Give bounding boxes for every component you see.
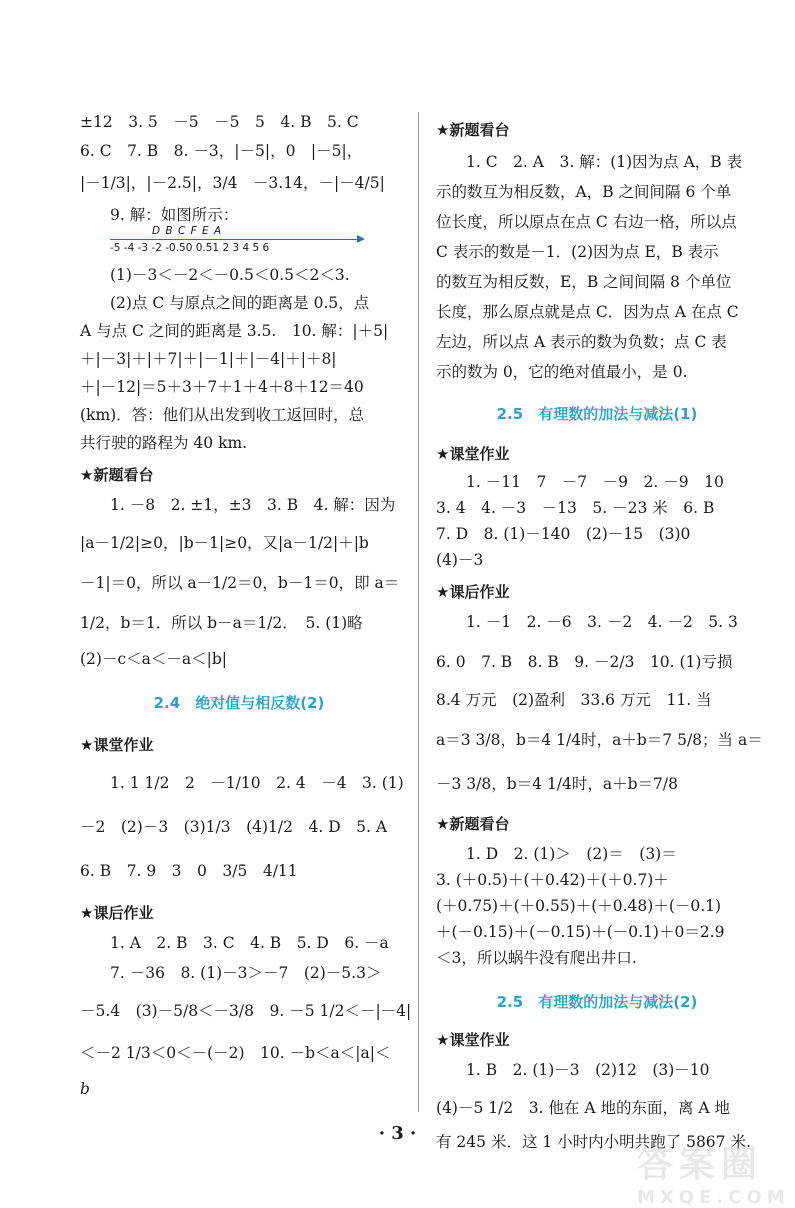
number-line-axis [110, 239, 360, 240]
answer-line: 1. －1 2. －6 3. －2 4. －2 5. 3 [466, 613, 738, 631]
answer-line: (4)－3 [436, 551, 484, 569]
heading-class-work: ★课堂作业 [436, 445, 510, 463]
page-number: · 3 · [378, 1123, 417, 1144]
heading-class-work: ★课堂作业 [80, 736, 154, 754]
heading-new-problems-2: ★新题看台 [436, 815, 510, 833]
answer-line: 1. D 2. (1)＞ (2)＝ (3)＝ [466, 845, 677, 863]
answer-line: 8.4 万元 (2)盈利 33.6 万元 11. 当 [436, 691, 712, 709]
answer-line: 3. 4 4. －3 －13 5. －23 米 6. B [436, 499, 715, 517]
watermark-url: MXQE.COM [637, 1187, 790, 1208]
section-title-2-5-1: 2.5 有理数的加法与减法(1) [496, 405, 698, 423]
answer-line: －3 3/8，b＝4 1/4时，a＋b＝7/8 [436, 775, 678, 793]
answer-line: (4)－5 1/2 3. 他在 A 地的东面，离 A 地 [436, 1099, 731, 1117]
answer-line: ＋(－0.15)＋(－0.15)＋(－0.1)＋0＝2.9 [436, 923, 725, 941]
answer-line: ＜－2 1/3＜0＜－(－2) 10. －b＜a＜|a|＜ [80, 1044, 391, 1062]
answer-line: (km)．答：他们从出发到收工返回时，总 [80, 406, 365, 424]
answer-line: 长度，那么原点就是点 C．因为点 A 在点 C [436, 303, 739, 321]
answer-line: (2)点 C 与原点之间的距离是 0.5，点 [110, 294, 370, 312]
heading-class-work-2: ★课堂作业 [436, 1031, 510, 1049]
arrow-right-icon [357, 235, 365, 243]
answer-line: |a－1/2|≥0，|b－1|≥0，又|a－1/2|＋|b [80, 534, 369, 552]
section-title-2-4: 2.4 绝对值与相反数(2) [153, 694, 325, 712]
answer-line: 有 245 米．这 1 小时内小明共跑了 5867 米. [436, 1133, 751, 1151]
answer-line: b [80, 1080, 90, 1098]
watermark-logo [637, 1136, 790, 1208]
answer-line: －1|＝0，所以 a－1/2＝0，b－1＝0，即 a＝ [80, 574, 400, 592]
heading-new-problems: ★新题看台 [436, 121, 510, 139]
answer-line: |－1/3|，|－2.5|，3/4 －3.14，－|－4/5| [80, 174, 385, 192]
answer-line: －5.4 (3)－5/8＜－3/8 9. －5 1/2＜－|－4| [80, 1002, 412, 1020]
answer-line: ±12 3. 5 －5 －5 5 4. B 5. C [80, 113, 359, 131]
answer-line: 7. D 8. (1)－140 (2)－15 (3)0 [436, 525, 691, 543]
answer-line: 位长度，所以原点在点 C 右边一格，所以点 [436, 213, 737, 231]
answer-line: 9. 解：如图所示： [110, 206, 239, 224]
answer-line: 1. B 2. (1)－3 (2)12 (3)－10 [466, 1061, 710, 1079]
heading-new-problems: ★新题看台 [80, 466, 154, 484]
answer-line: 1/2，b＝1．所以 b－a＝1/2． 5. (1)略 [80, 614, 363, 632]
answer-line: 1. 1 1/2 2 －1/10 2. 4 －4 3. (1) [110, 774, 404, 792]
answer-line: 1. A 2. B 3. C 4. B 5. D 6. －a [110, 934, 389, 952]
watermark-text: 答案圈 [637, 1144, 764, 1185]
answer-line: 1. C 2. A 3. 解：(1)因为点 A，B 表 [466, 153, 743, 171]
heading-after-class-work: ★课后作业 [436, 583, 510, 601]
answer-line: A 与点 C 之间的距离是 3.5. 10. 解：|＋5| [80, 322, 389, 340]
answer-line: 3. (＋0.5)＋(＋0.42)＋(＋0.7)＋ [436, 871, 669, 889]
answer-line: －2 (2)－3 (3)1/3 (4)1/2 4. D 5. A [80, 818, 388, 836]
answer-line: 示的数为 0，它的绝对值最小，是 0. [436, 363, 688, 381]
answer-line: 6. 0 7. B 8. B 9. －2/3 10. (1)亏损 [436, 653, 733, 671]
answer-line: ＋|－3|＋|＋7|＋|－1|＋|－4|＋|＋8| [80, 350, 337, 368]
heading-after-class-work: ★课后作业 [80, 904, 154, 922]
answer-line: 左边，所以点 A 表示的数为负数；点 C 表 [436, 333, 727, 351]
number-line-tick-labels: -5 -4 -3 -2 -0.50 0.51 2 3 4 5 6 [110, 242, 270, 254]
answer-line: 7. －36 8. (1)－3＞－7 (2)－5.3＞ [110, 964, 382, 982]
number-line-figure [80, 225, 398, 259]
answer-line: 示的数互为相反数，A，B 之间间隔 6 个单 [436, 183, 732, 201]
section-title-2-5-2: 2.5 有理数的加法与减法(2) [496, 993, 698, 1011]
answer-line: ＋|－12|＝5＋3＋7＋1＋4＋8＋12＝40 [80, 378, 364, 396]
answer-line: 6. C 7. B 8. －3，|－5|，0 |－5|， [80, 142, 363, 160]
answer-line: (＋0.75)＋(＋0.55)＋(＋0.48)＋(－0.1) [436, 897, 722, 915]
left-column [80, 112, 412, 1099]
answer-line: 的数互为相反数，E，B 之间间隔 8 个单位 [436, 273, 732, 291]
answer-line: (1)－3＜－2＜－0.5＜0.5＜2＜3. [110, 266, 350, 284]
number-line-point-labels: D B C F E A [152, 225, 223, 237]
right-column [436, 112, 763, 1152]
answer-line: C 表示的数是－1．(2)因为点 E，B 表示 [436, 243, 719, 261]
answer-line: 6. B 7. 9 3 0 3/5 4/11 [80, 862, 298, 880]
answer-line: (2)－c＜a＜－a＜|b| [80, 650, 227, 668]
answer-line: ＜3，所以蜗牛没有爬出井口. [436, 949, 637, 967]
answer-line: 共行驶的路程为 40 km. [80, 434, 248, 452]
answer-line: 1. －8 2. ±1，±3 3. B 4. 解：因为 [110, 496, 396, 514]
answer-line: a＝3 3/8，b＝4 1/4时，a＋b＝7 5/8；当 a＝ [436, 731, 763, 749]
answer-line: 1. －11 7 －7 －9 2. －9 10 [466, 473, 724, 491]
column-divider [418, 112, 419, 1112]
